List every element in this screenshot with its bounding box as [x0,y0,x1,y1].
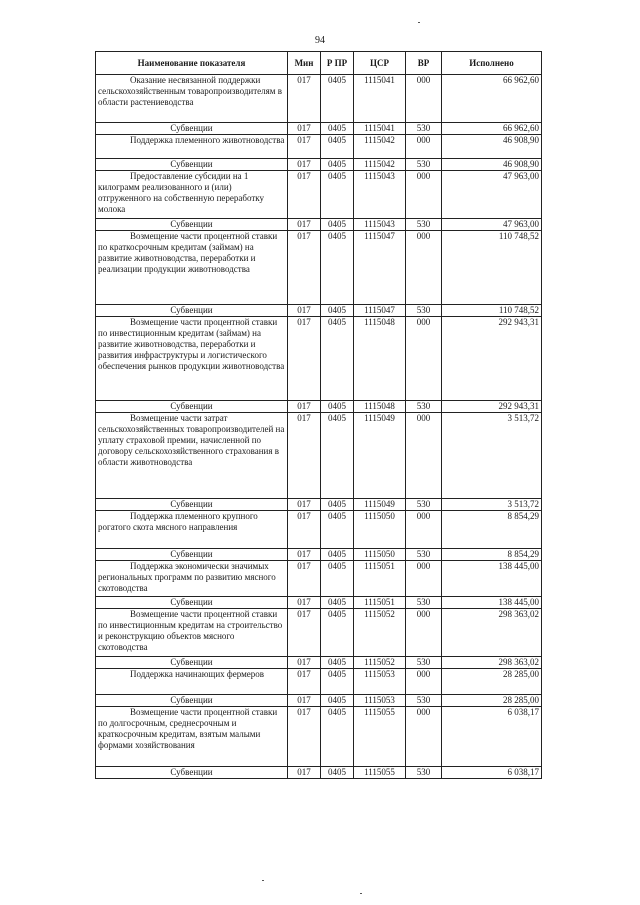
cell-rpr: 0405 [321,511,354,549]
table-row [96,231,542,305]
header-csr: ЦСР [354,52,406,75]
cell-name: Субвенции [96,597,288,609]
cell-csr: 1115050 [354,549,406,561]
cell-csr: 1115052 [354,657,406,669]
cell-vr: 530 [406,767,442,779]
cell-name: Субвенции [96,657,288,669]
cell-vr: 530 [406,499,442,511]
cell-value: 110 748,52 [442,305,542,317]
cell-name: Возмещение части процентной ставки по инвестиционным кредитам на строительство и реконструкцию объектов мясного скотоводства [96,609,288,657]
cell-min: 017 [288,231,321,305]
cell-vr: 000 [406,171,442,219]
cell-vr: 000 [406,135,442,159]
cell-value: 298 363,02 [442,609,542,657]
cell-name: Субвенции [96,159,288,171]
cell-rpr: 0405 [321,657,354,669]
cell-csr: 1115053 [354,669,406,695]
cell-value: 6 038,17 [442,767,542,779]
cell-csr: 1115048 [354,317,406,401]
cell-vr: 530 [406,305,442,317]
table-row-subvention [96,401,542,413]
cell-vr: 530 [406,159,442,171]
header-rpr: Р ПР [321,52,354,75]
cell-min: 017 [288,159,321,171]
cell-min: 017 [288,413,321,499]
cell-vr: 000 [406,317,442,401]
scan-speck [418,22,420,23]
cell-name: Поддержка племенного крупного рогатого скота мясного направления [96,511,288,549]
cell-rpr: 0405 [321,597,354,609]
cell-min: 017 [288,657,321,669]
cell-value: 292 943,31 [442,401,542,413]
cell-name: Поддержка племенного животноводства [96,135,288,159]
cell-min: 017 [288,669,321,695]
cell-min: 017 [288,707,321,767]
cell-rpr: 0405 [321,695,354,707]
cell-csr: 1115055 [354,767,406,779]
cell-vr: 530 [406,695,442,707]
cell-vr: 000 [406,669,442,695]
cell-value: 28 285,00 [442,695,542,707]
cell-rpr: 0405 [321,219,354,231]
cell-rpr: 0405 [321,75,354,123]
cell-csr: 1115052 [354,609,406,657]
cell-rpr: 0405 [321,135,354,159]
page-number: 94 [315,35,325,46]
table-row-subvention [96,695,542,707]
table-row-subvention [96,159,542,171]
cell-min: 017 [288,609,321,657]
cell-vr: 530 [406,219,442,231]
cell-value: 46 908,90 [442,135,542,159]
cell-name: Возмещение части затрат сельскохозяйственных товаропроизводителей на уплату страховой премии, начисленной по договору сельскохозяйственного страхования в области животноводства [96,413,288,499]
cell-rpr: 0405 [321,609,354,657]
table-row-subvention [96,597,542,609]
cell-min: 017 [288,305,321,317]
cell-csr: 1115050 [354,511,406,549]
cell-value: 66 962,60 [442,123,542,135]
cell-vr: 000 [406,413,442,499]
cell-rpr: 0405 [321,669,354,695]
header-row [96,52,542,75]
cell-name: Субвенции [96,123,288,135]
cell-vr: 000 [406,511,442,549]
table-row-subvention [96,499,542,511]
cell-name: Возмещение части процентной ставки по долгосрочным, среднесрочным и краткосрочным кредитам, взятым малыми формами хозяйствования [96,707,288,767]
table-row [96,609,542,657]
table-row [96,413,542,499]
cell-value: 3 513,72 [442,413,542,499]
cell-value: 298 363,02 [442,657,542,669]
cell-csr: 1115048 [354,401,406,413]
cell-name: Субвенции [96,695,288,707]
cell-csr: 1115049 [354,499,406,511]
cell-min: 017 [288,135,321,159]
cell-min: 017 [288,695,321,707]
cell-min: 017 [288,75,321,123]
cell-rpr: 0405 [321,159,354,171]
cell-vr: 530 [406,401,442,413]
cell-value: 138 445,00 [442,561,542,597]
cell-csr: 1115047 [354,305,406,317]
cell-name: Субвенции [96,767,288,779]
cell-value: 8 854,29 [442,511,542,549]
cell-value: 6 038,17 [442,707,542,767]
cell-min: 017 [288,123,321,135]
cell-min: 017 [288,317,321,401]
cell-min: 017 [288,549,321,561]
cell-csr: 1115055 [354,707,406,767]
cell-rpr: 0405 [321,123,354,135]
cell-rpr: 0405 [321,171,354,219]
cell-name: Субвенции [96,219,288,231]
cell-csr: 1115051 [354,597,406,609]
table-row-subvention [96,549,542,561]
cell-vr: 000 [406,707,442,767]
cell-csr: 1115043 [354,219,406,231]
cell-min: 017 [288,219,321,231]
cell-rpr: 0405 [321,413,354,499]
cell-value: 28 285,00 [442,669,542,695]
cell-csr: 1115042 [354,135,406,159]
cell-rpr: 0405 [321,305,354,317]
cell-name: Поддержка экономически значимых региональных программ по развитию мясного скотоводства [96,561,288,597]
cell-vr: 530 [406,123,442,135]
cell-csr: 1115049 [354,413,406,499]
cell-value: 3 513,72 [442,499,542,511]
header-value: Исполнено [442,52,542,75]
budget-table [95,51,542,779]
cell-min: 017 [288,597,321,609]
cell-name: Субвенции [96,401,288,413]
table-row [96,171,542,219]
table-row-subvention [96,219,542,231]
cell-min: 017 [288,511,321,549]
cell-vr: 530 [406,597,442,609]
table-row-subvention [96,305,542,317]
cell-name: Субвенции [96,549,288,561]
cell-min: 017 [288,561,321,597]
cell-csr: 1115053 [354,695,406,707]
cell-rpr: 0405 [321,499,354,511]
header-min: Мин [288,52,321,75]
cell-value: 138 445,00 [442,597,542,609]
table-row [96,669,542,695]
table-row [96,75,542,123]
table-row-subvention [96,767,542,779]
table-row [96,317,542,401]
cell-name: Возмещение части процентной ставки по инвестиционным кредитам (займам) на развитие животноводства, переработки и развития инфраструктуры и логистического обеспечения рынков продукции животноводства [96,317,288,401]
cell-rpr: 0405 [321,317,354,401]
cell-value: 46 908,90 [442,159,542,171]
cell-value: 110 748,52 [442,231,542,305]
cell-value: 47 963,00 [442,171,542,219]
cell-rpr: 0405 [321,401,354,413]
table-row [96,561,542,597]
table-row-subvention [96,123,542,135]
cell-name: Оказание несвязанной поддержки сельскохозяйственным товаропроизводителям в области растениеводства [96,75,288,123]
cell-min: 017 [288,401,321,413]
cell-value: 47 963,00 [442,219,542,231]
cell-value: 292 943,31 [442,317,542,401]
cell-csr: 1115047 [354,231,406,305]
cell-csr: 1115051 [354,561,406,597]
cell-min: 017 [288,171,321,219]
cell-name: Субвенции [96,499,288,511]
cell-vr: 000 [406,231,442,305]
cell-rpr: 0405 [321,767,354,779]
cell-name: Возмещение части процентной ставки по краткосрочным кредитам (займам) на развитие животноводства, переработки и реализации продукции животноводства [96,231,288,305]
cell-vr: 000 [406,609,442,657]
cell-value: 8 854,29 [442,549,542,561]
cell-name: Предоставление субсидии на 1 килограмм реализованного и (или) отгруженного на собственную переработку молока [96,171,288,219]
cell-vr: 000 [406,561,442,597]
cell-name: Субвенции [96,305,288,317]
cell-rpr: 0405 [321,231,354,305]
cell-rpr: 0405 [321,707,354,767]
cell-csr: 1115041 [354,75,406,123]
header-name: Наименование показателя [96,52,288,75]
cell-name: Поддержка начинающих фермеров [96,669,288,695]
table-row [96,511,542,549]
cell-vr: 530 [406,549,442,561]
scan-speck [262,880,264,881]
cell-rpr: 0405 [321,561,354,597]
cell-value: 66 962,60 [442,75,542,123]
cell-rpr: 0405 [321,549,354,561]
cell-csr: 1115043 [354,171,406,219]
cell-min: 017 [288,499,321,511]
table-body [96,75,542,779]
table-row [96,135,542,159]
cell-csr: 1115041 [354,123,406,135]
cell-min: 017 [288,767,321,779]
table-row [96,707,542,767]
cell-vr: 000 [406,75,442,123]
header-vr: ВР [406,52,442,75]
table-row-subvention [96,657,542,669]
cell-csr: 1115042 [354,159,406,171]
scan-speck [360,893,362,894]
cell-vr: 530 [406,657,442,669]
